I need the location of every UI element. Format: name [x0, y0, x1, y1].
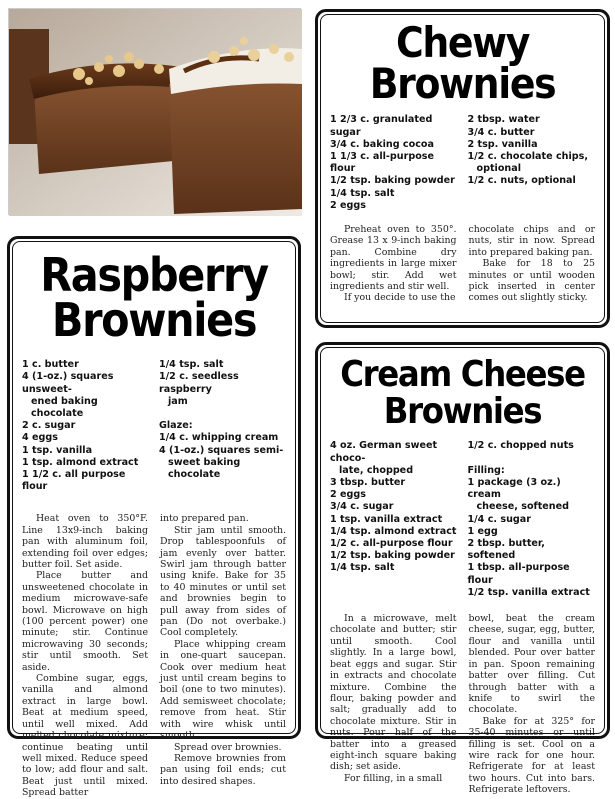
ingredient-item: 3/4 c. butter — [467, 126, 535, 138]
ingredient-item: 3/4 c. sugar — [330, 501, 394, 513]
ingredient-item: 1 tsp. vanilla — [22, 444, 93, 456]
ingredient-item: 1/4 tsp. almond extract — [330, 525, 457, 537]
ingredient-item: 1/2 c. all-purpose flour — [330, 538, 453, 550]
ingredient-item: optional — [476, 163, 522, 175]
ingredient-column-right — [468, 440, 596, 599]
ingredient-item: 2 tbsp. water — [467, 114, 540, 126]
ingredient-item: 1/4 c. whipping cream — [159, 432, 279, 444]
directions-column-right — [469, 613, 596, 796]
ingredient-item: 1 1/3 c. all-purpose flour — [330, 150, 435, 175]
ingredient-item: 1 2/3 c. granulated sugar — [330, 114, 433, 138]
ingredient-item: 1/4 tsp. salt — [330, 562, 395, 574]
recipe-title: Raspberry Brownies — [40, 248, 268, 348]
paragraph: Heat oven to 350°F. Line 13x9-inch baking pan with aluminum foil, extending foil over edges; butter foil. Set aside. — [22, 513, 148, 571]
ingredient-item: 1/2 c. seedless raspberry — [159, 371, 239, 395]
ingredient-column-right — [159, 359, 286, 493]
ingredient-item: 1/4 c. sugar — [467, 513, 531, 525]
ingredient-column-left — [330, 440, 458, 599]
spacer — [468, 453, 596, 465]
ingredient-list — [318, 114, 607, 212]
ingredient-item: 4 (1-oz.) squares semi- — [159, 444, 284, 456]
recipe-cream-cheese-brownies — [315, 342, 610, 796]
ingredient-item: late, chopped — [339, 464, 414, 476]
ingredient-item: 2 eggs — [330, 489, 366, 501]
ingredient-item: 1/4 tsp. salt — [159, 359, 224, 371]
ingredient-item: 1/2 tsp. baking powder — [330, 550, 455, 562]
ingredient-column-left — [22, 359, 149, 493]
ingredient-item: 1/2 c. chopped nuts — [467, 440, 574, 452]
ingredient-list — [318, 440, 607, 599]
recipe-directions — [318, 224, 607, 304]
paragraph: If you decide to use the — [344, 292, 456, 304]
ingredient-list — [10, 359, 298, 493]
paragraph: Bake for at 325° for 35-40 minutes or until filling is set. Cool on a wire rack for one hour. Refrigerate for at least two hours. Cut into bars. Refrigerate leftovers. — [468, 715, 595, 796]
paragraph: Bake for 18 to 25 minutes or until wooden pick inserted in center comes out slightly sticky. — [468, 258, 595, 304]
ingredient-item: ened baking chocolate — [31, 395, 98, 419]
directions-column-left — [22, 513, 148, 798]
directions-column-left — [330, 224, 457, 304]
ingredient-item: 1/4 tsp. salt — [330, 187, 395, 199]
ingredient-item: 2 c. sugar — [22, 420, 76, 432]
spacer — [159, 408, 286, 420]
ingredient-subheading: Glaze: — [159, 420, 193, 432]
ingredient-item: 4 eggs — [22, 432, 58, 444]
ingredient-item: 1 tbsp. all-purpose flour — [467, 562, 570, 586]
ingredient-item: 2 tbsp. butter, softened — [467, 538, 545, 562]
directions-column-right — [469, 224, 596, 304]
paragraph: chocolate chips and or nuts, stir in now. Spread into prepared baking pan. — [468, 223, 595, 258]
ingredient-item: 2 eggs — [330, 199, 366, 211]
recipe-chewy-brownies — [315, 9, 610, 328]
paragraph: Place butter and unsweetened chocolate in medium microwave-safe bowl. Microwave on high (100 percent power) one minute; stir. Continue microwaving 30 seconds; stir until smooth. Set aside. — [22, 570, 148, 673]
ingredient-item: 1/2 c. nuts, optional — [467, 175, 576, 187]
brownies-photo-illustration — [9, 9, 302, 216]
paragraph: Spread over brownies. — [174, 741, 282, 753]
ingredient-item: 3/4 c. baking cocoa — [330, 138, 434, 150]
ingredient-item: jam — [168, 395, 188, 407]
directions-column-left — [330, 613, 457, 796]
paragraph: Stir jam until smooth. Drop tablespoonfuls of jam evenly over batter. Swirl jam through batter using knife. Bake for 35 to 40 minutes or until set and brownies begin to pull away from sides of pan (Do not overbake.) Cool completely. — [160, 524, 286, 639]
paragraph: In a microwave, melt chocolate and butter; stir until smooth. Cool slightly. In a large bowl, beat eggs and sugar. Stir in extracts and chocolate mixture. Combine the flour, baking powder and salt; gradually add to chocolate mixture. Stir in nuts. Pour half of the batter into a greased eight-inch square baking dish; set aside. — [330, 613, 457, 773]
ingredient-item: 1 egg — [467, 525, 498, 537]
ingredient-item: 1 c. butter — [22, 359, 79, 371]
directions-column-right — [160, 513, 286, 798]
ingredient-subheading: Filling: — [467, 464, 505, 476]
ingredient-item: 1 tsp. vanilla extract — [330, 513, 443, 525]
recipe-title: Cream Cheese Brownies — [340, 354, 585, 432]
recipe-raspberry-brownies — [7, 236, 301, 799]
paragraph: Preheat oven to 350°. Grease 13 x 9-inch baking pan. Combine dry ingredients in large mixer bowl; stir. Add wet ingredients and stir well. — [330, 223, 457, 292]
ingredient-item: 2 tsp. vanilla — [467, 138, 538, 150]
paragraph: bowl, beat the cream cheese, sugar, egg, butter, flour and vanilla until blended. Pour over batter in pan. Spoon remaining batter over filling. Cut through batter with a knife to swirl the chocolate. — [468, 613, 595, 716]
paragraph: Combine sugar, eggs, vanilla and almond extract in large bowl. Beat at medium speed, until well mixed. Add melted chocolate mixture; continue beating until well mixed. Reduce speed to low; add flour and salt. Beat just until mixed. Spread batter — [22, 673, 148, 799]
ingredient-item: sweet baking chocolate — [168, 456, 241, 480]
ingredient-column-right — [468, 114, 596, 212]
paragraph: For filling, in a small — [344, 772, 443, 784]
ingredient-column-left — [330, 114, 458, 212]
ingredient-item: 1/2 tsp. vanilla extract — [467, 586, 590, 598]
ingredient-item: cheese, softened — [476, 501, 570, 513]
ingredient-item: 1/2 tsp. baking powder — [330, 175, 455, 187]
ingredient-item: 4 (1-oz.) squares unsweet- — [22, 371, 114, 395]
paragraph: Remove brownies from pan using foil ends; cut into desired shapes. — [160, 752, 286, 787]
recipe-directions — [318, 613, 607, 796]
recipe-directions — [10, 513, 298, 798]
ingredient-item: 3 tbsp. butter — [330, 477, 406, 489]
ingredient-item: 1 package (3 oz.) cream — [467, 477, 561, 501]
ingredient-item: 1 tsp. almond extract — [22, 456, 139, 468]
ingredient-item: 1/2 c. chocolate chips, — [467, 150, 588, 162]
ingredient-item: 4 oz. German sweet choco- — [330, 440, 438, 464]
paragraph: Place whipping cream in one-quart saucepan. Cook over medium heat just until cream begins to boil (one to two minutes). Add semisweet chocolate; remove from heat. Stir with wire whisk until smooth. — [160, 638, 286, 742]
paragraph: into prepared pan. — [160, 513, 249, 525]
brownies-photo — [8, 8, 301, 215]
recipe-title: Chewy Brownies — [369, 18, 556, 109]
ingredient-item: 1 1/2 c. all purpose flour — [22, 468, 126, 493]
